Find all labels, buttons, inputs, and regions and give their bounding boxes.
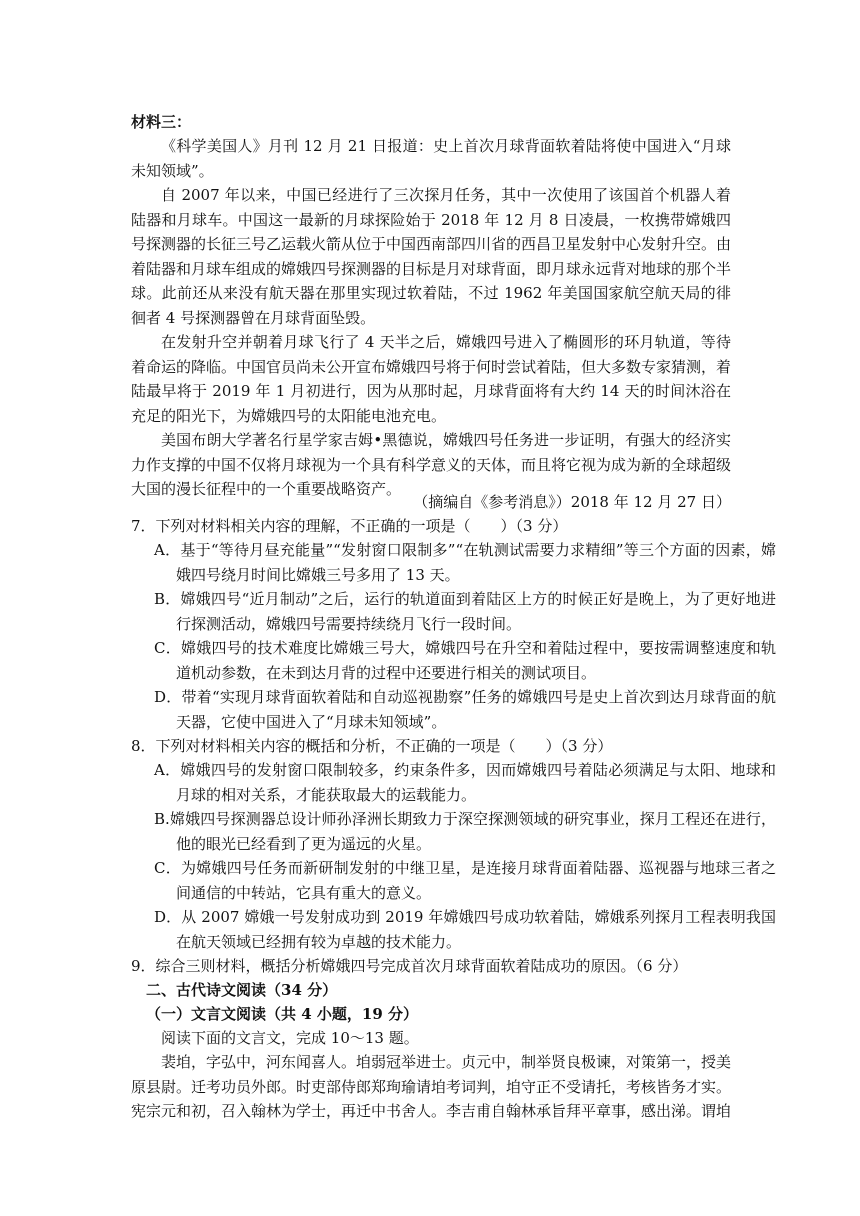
- question-7-stem: 7．下列对材料相关内容的理解，不正确的一项是（ ）（3 分）: [131, 517, 568, 535]
- question-9-stem: 9．综合三则材料，概括分析嫦娥四号完成首次月球背面软着陆成功的原因。（6 分）: [131, 957, 688, 975]
- question-8-option-c: C．为嫦娥四号任务而新研制发射的中继卫星，是连接月球背面着陆器、巡视器与地球三者之间通信的中转站，它具有重大的意义。: [154, 859, 776, 902]
- question-7-option-a: A．基于“等待月昼充能量”“发射窗口限制多”“在轨测试需要力求精细”等三个方面的因素，嫦娥四号绕月时间比嫦娥三号多用了 13 天。: [154, 541, 776, 584]
- question-7-option-b: B．嫦娥四号“近月制动”之后，运行的轨道面到着陆区上方的时候正好是晚上，为了更好地进行探测活动，嫦娥四号需要持续绕月飞行一段时间。: [154, 590, 776, 633]
- question-8-option-d: D．从 2007 嫦娥一号发射成功到 2019 年嫦娥四号成功软着陆，嫦娥系列探月工程表明我国在航天领域已经拥有较为卓越的技术能力。: [154, 908, 776, 951]
- question-7-option-d: D．带着“实现月球背面软着陆和自动巡视勘察”任务的嫦娥四号是史上首次到达月球背面的航天器，它使中国进入了“月球未知领域”。: [154, 688, 776, 731]
- material-paragraph-4: 美国布朗大学著名行星学家吉姆•黑德说，嫦娥四号任务进一步证明，有强大的经济实力作支撑的中国不仅将月球视为一个具有科学意义的天体，而且将它视为成为新的全球超级大国的漫长征程中的一个重要战略资产。: [131, 431, 732, 498]
- section-2-subtitle: （一）文言文阅读（共 4 小题，19 分）: [146, 1005, 418, 1023]
- material-source: （摘编自《参考消息》）2018 年 12 月 27 日）: [413, 493, 731, 511]
- section-2-instruction: 阅读下面的文言文，完成 10～13 题。: [161, 1029, 419, 1047]
- material-paragraph-1: 《科学美国人》月刊 12 月 21 日报道：史上首次月球背面软着陆将使中国进入“月球未知领域”。: [131, 137, 731, 180]
- material-paragraph-3: 在发射升空并朝着月球飞行了 4 天半之后，嫦娥四号进入了椭圆形的环月轨道，等待着命运的降临。中国官员尚未公开宣布嫦娥四号将于何时尝试着陆，但大多数专家猜测，着陆最早将于 2019 年 1 月初进行，因为从那时起，月球背面将有大约 14 天的时间沐浴在充足的阳光下，为嫦娥四号的太阳能电池充电。: [131, 333, 732, 425]
- section-2-title: 二、古代诗文阅读（34 分）: [146, 981, 338, 999]
- question-7-option-c: C．嫦娥四号的技术难度比嫦娥三号大，嫦娥四号在升空和着陆过程中，要按需调整速度和轨道机动参数，在未到达月背的过程中还要进行相关的测试项目。: [154, 639, 776, 682]
- question-8-option-a: A．嫦娥四号的发射窗口限制较多，约束条件多，因而嫦娥四号着陆必须满足与太阳、地球和月球的相对关系，才能获取最大的运载能力。: [154, 761, 776, 804]
- classical-passage: 裴垍，字弘中，河东闻喜人。垍弱冠举进士。贞元中，制举贤良极谏，对策第一，授美原县尉。迁考功员外郎。时吏部侍郎郑珣瑜请垍考词判，垍守正不受请托，考核皆务才实。宪宗元和初，召入翰林为学士，再迁中书舍人。李吉甫自翰林承旨拜平章事，感出涕。谓垍: [131, 1053, 732, 1120]
- question-8-stem: 8．下列对材料相关内容的概括和分析，不正确的一项是（ ）（3 分）: [131, 737, 613, 755]
- question-8-option-b: B.嫦娥四号探测器总设计师孙泽洲长期致力于深空探测领域的研究事业，探月工程还在进行，他的眼光已经看到了更为遥远的火星。: [154, 810, 776, 853]
- material-paragraph-2: 自 2007 年以来，中国已经进行了三次探月任务，其中一次使用了该国首个机器人着陆器和月球车。中国这一最新的月球探险始于 2018 年 12 月 8 日凌晨，一枚携带嫦娥四号探测器的长征三号乙运载火箭从位于中国西南部四川省的西昌卫星发射中心发射升空。由着陆器和月球车组成的嫦娥四号探测器的目标是月对球背面，即月球永远背对地球的那个半球。此前还从来没有航天器在那里实现过软着陆，不过 1962 年美国国家航空航天局的徘徊者 4 号探测器曾在月球背面坠毁。: [131, 186, 732, 327]
- material-heading: 材料三：: [131, 113, 192, 131]
